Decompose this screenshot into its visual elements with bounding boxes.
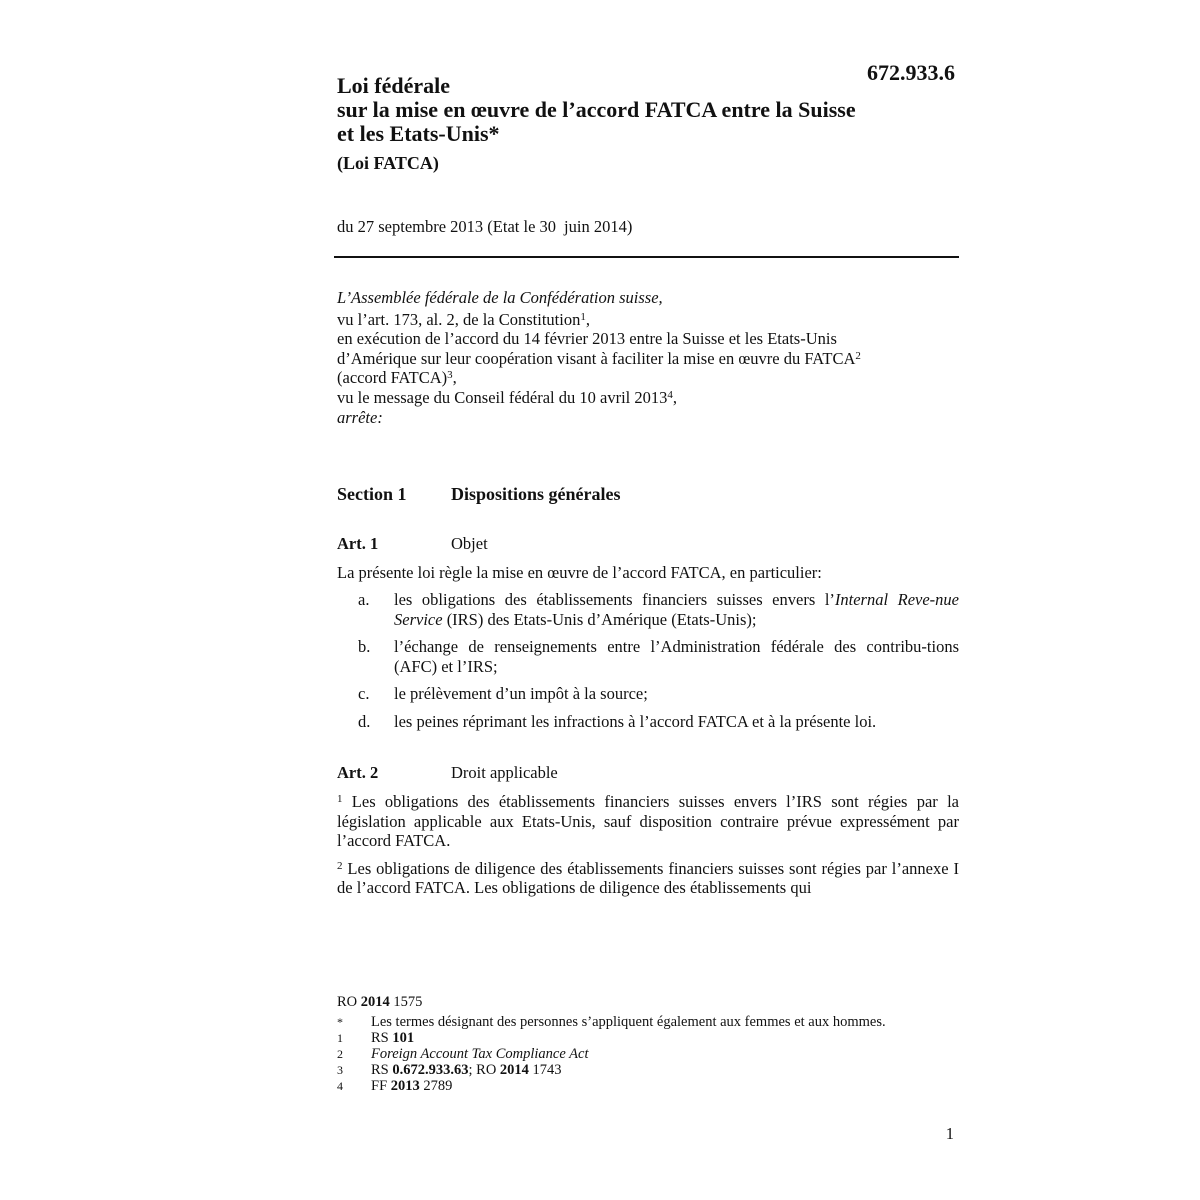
section-1-heading: [337, 484, 621, 505]
preamble-line-5: vu le message du Conseil fédéral du 10 avril 2013$^4$,: [337, 387, 678, 407]
article-2-body: [337, 792, 959, 906]
date-main: du 27 septembre 2013 (Etat le 30: [337, 217, 557, 236]
list-item: c. le prélèvement d’un impôt à la source;: [358, 684, 648, 704]
document-page: [337, 0, 959, 1200]
article-1-list: [337, 590, 959, 740]
article-1-title: Objet: [451, 534, 488, 553]
article-2-label: Art. 2: [337, 763, 379, 782]
header-divider: [334, 256, 959, 258]
article-1-heading: [337, 534, 488, 554]
preamble-line-3: d’Amérique sur leur coopération visant à faciliter la mise en œuvre du FATCA$^2$: [337, 348, 861, 368]
rs-number: 672.933.6: [867, 60, 955, 85]
footnote-star: * Les termes désignant des personnes s’appliquent également aux femmes et aux hommes.: [337, 1014, 886, 1030]
footnote-3: 3 RS 0.672.933.63; RO 2014 1743: [337, 1062, 562, 1078]
footnote-ref-4[interactable]: 4: [667, 388, 673, 401]
preamble-line-2: en exécution de l’accord du 14 février 2013 entre la Suisse et les Etats-Unis: [337, 329, 837, 349]
date-line: [337, 217, 632, 237]
section-label: Section 1: [337, 484, 407, 504]
article-2-paragraph-2: $^2$ Les obligations de diligence des établissements financiers suisses sont régies par l’annexe I de l’accord FATCA. Les obligations de diligence des établissements qui: [337, 858, 959, 898]
footnote-ref-3[interactable]: 3: [447, 369, 453, 382]
list-item: b. l’échange de renseignements entre l’Administration fédérale des contribu-tions (AFC) et l’IRS;: [358, 637, 959, 676]
preamble-line-1: vu l’art. 173, al. 2, de la Constitution$^1$,: [337, 309, 590, 329]
article-2-paragraph-1: $^1$ Les obligations des établissements financiers suisses envers l’IRS sont régies par la législation applicable aux Etats-Unis, sauf disposition contraire prévue expressément par l’accord FATCA.: [337, 792, 959, 851]
footnote-4: 4 FF 2013 2789: [337, 1078, 453, 1094]
title-line-2: sur la mise en œuvre de l’accord FATCA entre la Suisse: [337, 97, 856, 122]
preamble: [337, 288, 959, 427]
list-item: a. les obligations des établissements financiers suisses envers l’Internal Reve-nue Service (IRS) des Etats-Unis d’Amérique (Etats-Unis);: [358, 590, 959, 629]
short-title: (Loi FATCA): [337, 153, 439, 173]
preamble-assembly: L’Assemblée fédérale de la Confédération suisse,: [337, 288, 663, 307]
article-2-title: Droit applicable: [451, 763, 558, 782]
footnote-2: 2 Foreign Account Tax Compliance Act: [337, 1046, 589, 1062]
section-title: Dispositions générales: [451, 484, 621, 504]
title-line-3: et les Etats-Unis*: [337, 121, 500, 146]
date-tail: juin 2014): [564, 217, 633, 236]
footnote-1: 1 RS 101: [337, 1030, 415, 1046]
footnotes: [337, 994, 959, 1094]
preamble-line-4: (accord FATCA)$^3$,: [337, 368, 457, 388]
list-item: d. les peines réprimant les infractions à l’accord FATCA et à la présente loi.: [358, 711, 877, 731]
footnote-ro: RO 2014 1575: [337, 994, 423, 1010]
title-block: [337, 74, 937, 174]
preamble-decree: arrête:: [337, 407, 383, 427]
title-line-1: Loi fédérale: [337, 73, 451, 98]
article-2-heading: [337, 763, 558, 783]
article-1-intro: La présente loi règle la mise en œuvre de l’accord FATCA, en particulier:: [337, 563, 822, 582]
footnote-ref-1[interactable]: 1: [580, 310, 586, 323]
page-number: 1: [945, 1124, 954, 1143]
article-1-label: Art. 1: [337, 534, 379, 553]
footnote-ref-2[interactable]: 2: [855, 349, 861, 362]
